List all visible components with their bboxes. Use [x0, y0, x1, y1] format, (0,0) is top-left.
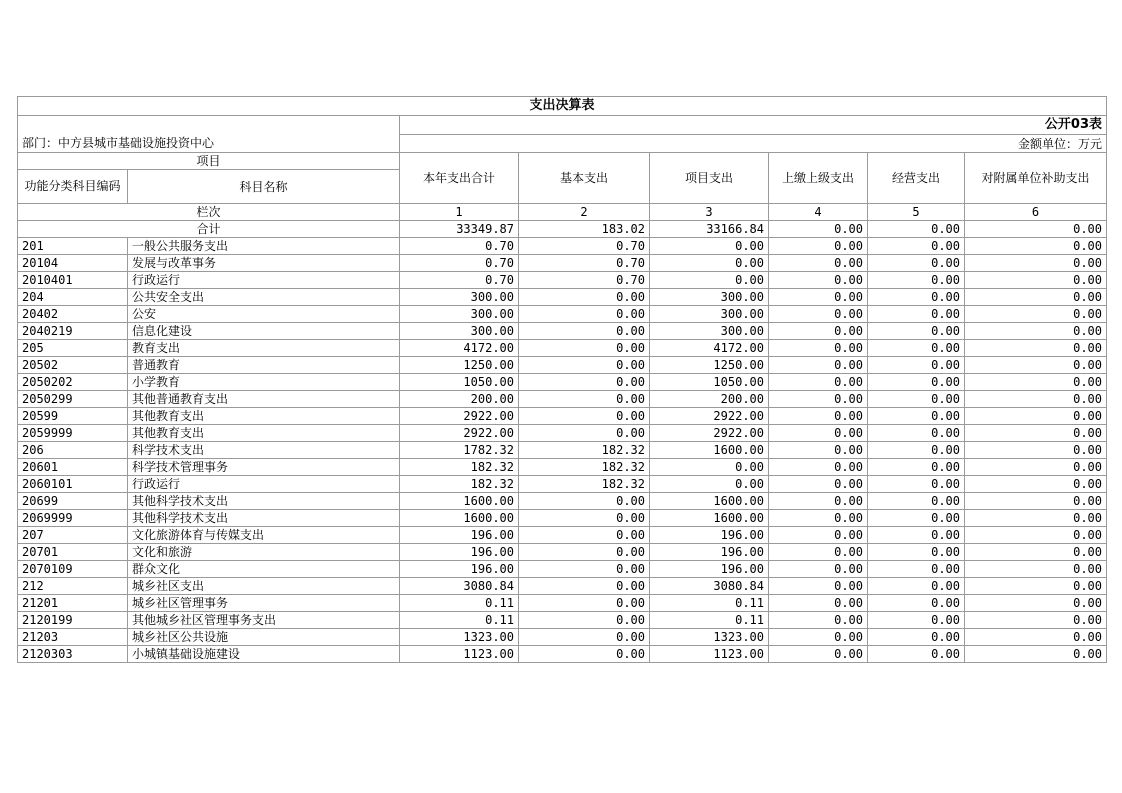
department-label: 部门：中方县城市基础设施投资中心	[18, 135, 400, 153]
amount-cell: 0.00	[519, 544, 650, 561]
subject-code-cell: 20701	[18, 544, 128, 561]
table-row	[18, 255, 1107, 272]
subject-code-cell: 20599	[18, 408, 128, 425]
col-subsidy-header: 对附属单位补助支出	[965, 153, 1107, 204]
amount-cell: 0.00	[965, 408, 1107, 425]
amount-cell: 0.00	[650, 459, 769, 476]
amount-cell: 1050.00	[400, 374, 519, 391]
amount-cell: 1600.00	[650, 442, 769, 459]
table-row	[18, 408, 1107, 425]
amount-cell: 0.00	[965, 578, 1107, 595]
amount-cell: 0.00	[519, 289, 650, 306]
subject-name-cell: 行政运行	[128, 272, 400, 289]
amount-cell: 0.00	[965, 391, 1107, 408]
col-project-header: 项目支出	[650, 153, 769, 204]
amount-cell: 0.00	[965, 612, 1107, 629]
amount-cell: 3080.84	[400, 578, 519, 595]
amount-cell: 0.00	[868, 289, 965, 306]
col-total-header: 本年支出合计	[400, 153, 519, 204]
amount-cell: 0.00	[519, 578, 650, 595]
table-row	[18, 391, 1107, 408]
amount-cell: 0.00	[868, 646, 965, 663]
amount-cell: 1250.00	[400, 357, 519, 374]
subject-code-cell: 21201	[18, 595, 128, 612]
subject-name-cell: 其他教育支出	[128, 425, 400, 442]
amount-cell: 196.00	[650, 544, 769, 561]
table-row	[18, 272, 1107, 289]
subject-code-cell: 2060101	[18, 476, 128, 493]
amount-cell: 1782.32	[400, 442, 519, 459]
amount-cell: 0.00	[965, 493, 1107, 510]
table-row	[18, 561, 1107, 578]
amount-cell: 0.00	[868, 374, 965, 391]
col-num: 4	[769, 204, 868, 221]
subject-name-cell: 城乡社区支出	[128, 578, 400, 595]
table-row	[18, 306, 1107, 323]
amount-cell: 0.00	[519, 595, 650, 612]
table-row	[18, 612, 1107, 629]
table-row	[18, 459, 1107, 476]
subject-name-cell: 其他教育支出	[128, 408, 400, 425]
amount-cell: 196.00	[650, 561, 769, 578]
amount-cell: 182.32	[400, 459, 519, 476]
amount-cell: 0.00	[868, 561, 965, 578]
amount-cell: 0.00	[519, 527, 650, 544]
table-row	[18, 340, 1107, 357]
amount-cell: 0.00	[769, 476, 868, 493]
col-name-header: 科目名称	[128, 170, 400, 204]
amount-cell: 0.00	[769, 408, 868, 425]
amount-cell: 1600.00	[650, 493, 769, 510]
amount-cell: 0.00	[965, 289, 1107, 306]
amount-cell: 182.32	[519, 459, 650, 476]
amount-cell: 0.00	[519, 391, 650, 408]
subject-name-cell: 文化旅游体育与传媒支出	[128, 527, 400, 544]
subject-code-cell: 2069999	[18, 510, 128, 527]
subject-name-cell: 其他科学技术支出	[128, 510, 400, 527]
amount-cell: 0.11	[650, 595, 769, 612]
col-num: 1	[400, 204, 519, 221]
amount-cell: 0.00	[769, 612, 868, 629]
amount-cell: 0.00	[868, 391, 965, 408]
table-row	[18, 357, 1107, 374]
subject-name-cell: 其他普通教育支出	[128, 391, 400, 408]
amount-cell: 1600.00	[400, 493, 519, 510]
amount-cell: 300.00	[650, 306, 769, 323]
table-row	[18, 374, 1107, 391]
amount-cell: 0.00	[965, 340, 1107, 357]
amount-cell: 2922.00	[400, 408, 519, 425]
amount-cell: 0.00	[769, 374, 868, 391]
amount-cell: 4172.00	[400, 340, 519, 357]
subject-code-cell: 20104	[18, 255, 128, 272]
amount-cell: 0.00	[965, 544, 1107, 561]
amount-cell: 0.00	[769, 272, 868, 289]
amount-cell: 0.00	[519, 357, 650, 374]
amount-cell: 0.00	[769, 323, 868, 340]
amount-cell: 0.00	[519, 425, 650, 442]
amount-cell: 300.00	[400, 306, 519, 323]
amount-cell: 0.00	[769, 357, 868, 374]
amount-cell: 0.00	[650, 476, 769, 493]
amount-cell: 0.00	[868, 527, 965, 544]
subject-code-cell: 2050299	[18, 391, 128, 408]
report-title: 支出决算表	[18, 97, 1107, 116]
subject-name-cell: 小学教育	[128, 374, 400, 391]
amount-cell: 3080.84	[650, 578, 769, 595]
amount-cell: 0.70	[519, 272, 650, 289]
amount-cell: 0.00	[769, 340, 868, 357]
amount-cell: 0.00	[965, 425, 1107, 442]
subject-code-cell: 2059999	[18, 425, 128, 442]
amount-cell: 0.00	[769, 646, 868, 663]
amount-cell: 196.00	[650, 527, 769, 544]
amount-cell: 1123.00	[650, 646, 769, 663]
amount-cell: 200.00	[650, 391, 769, 408]
amount-cell: 300.00	[400, 323, 519, 340]
col-business-header: 经营支出	[868, 153, 965, 204]
amount-cell: 200.00	[400, 391, 519, 408]
amount-cell: 0.00	[519, 493, 650, 510]
col-num: 6	[965, 204, 1107, 221]
amount-cell: 0.00	[650, 272, 769, 289]
col-code-header: 功能分类科目编码	[18, 170, 128, 204]
subject-name-cell: 公共安全支出	[128, 289, 400, 306]
amount-cell: 0.11	[650, 612, 769, 629]
amount-cell: 196.00	[400, 561, 519, 578]
col-num: 5	[868, 204, 965, 221]
item-group-header: 项目	[18, 153, 400, 170]
amount-cell: 4172.00	[650, 340, 769, 357]
amount-cell: 0.00	[965, 629, 1107, 646]
unit-label: 金额单位：万元	[400, 135, 1107, 153]
amount-cell: 1600.00	[650, 510, 769, 527]
amount-cell: 0.00	[868, 340, 965, 357]
subject-code-cell: 21203	[18, 629, 128, 646]
amount-cell: 0.00	[868, 493, 965, 510]
subject-code-cell: 20699	[18, 493, 128, 510]
subject-code-cell: 206	[18, 442, 128, 459]
table-row	[18, 442, 1107, 459]
amount-cell: 0.00	[965, 255, 1107, 272]
amount-cell: 0.70	[519, 255, 650, 272]
total-value: 33166.84	[650, 221, 769, 238]
amount-cell: 0.00	[769, 561, 868, 578]
amount-cell: 0.00	[769, 629, 868, 646]
amount-cell: 0.00	[769, 306, 868, 323]
subject-name-cell: 发展与改革事务	[128, 255, 400, 272]
total-value: 33349.87	[400, 221, 519, 238]
amount-cell: 0.00	[965, 374, 1107, 391]
amount-cell: 1123.00	[400, 646, 519, 663]
amount-cell: 196.00	[400, 527, 519, 544]
subject-name-cell: 普通教育	[128, 357, 400, 374]
table-row	[18, 544, 1107, 561]
expenditure-report	[17, 96, 1106, 663]
amount-cell: 0.00	[965, 476, 1107, 493]
total-value: 0.00	[868, 221, 965, 238]
amount-cell: 300.00	[400, 289, 519, 306]
amount-cell: 0.00	[868, 578, 965, 595]
col-upper-header: 上缴上级支出	[769, 153, 868, 204]
subject-code-cell: 205	[18, 340, 128, 357]
amount-cell: 182.32	[519, 476, 650, 493]
table-row	[18, 323, 1107, 340]
subject-code-cell: 212	[18, 578, 128, 595]
amount-cell: 0.00	[965, 323, 1107, 340]
amount-cell: 0.00	[868, 476, 965, 493]
expenditure-table	[17, 96, 1107, 663]
amount-cell: 0.00	[519, 408, 650, 425]
amount-cell: 0.00	[769, 255, 868, 272]
table-row	[18, 629, 1107, 646]
subject-name-cell: 城乡社区管理事务	[128, 595, 400, 612]
amount-cell: 0.00	[965, 595, 1107, 612]
form-code: 公开03表	[400, 116, 1107, 135]
amount-cell: 0.00	[769, 493, 868, 510]
amount-cell: 0.00	[519, 323, 650, 340]
amount-cell: 0.11	[400, 595, 519, 612]
amount-cell: 0.00	[519, 340, 650, 357]
subject-name-cell: 小城镇基础设施建设	[128, 646, 400, 663]
amount-cell: 0.00	[868, 425, 965, 442]
amount-cell: 0.70	[519, 238, 650, 255]
amount-cell: 0.00	[965, 561, 1107, 578]
amount-cell: 0.00	[965, 357, 1107, 374]
subject-name-cell: 文化和旅游	[128, 544, 400, 561]
amount-cell: 196.00	[400, 544, 519, 561]
amount-cell: 0.00	[769, 391, 868, 408]
subject-code-cell: 2050202	[18, 374, 128, 391]
subject-name-cell: 群众文化	[128, 561, 400, 578]
subject-name-cell: 科学技术支出	[128, 442, 400, 459]
subject-code-cell: 2010401	[18, 272, 128, 289]
subject-code-cell: 201	[18, 238, 128, 255]
amount-cell: 0.00	[868, 459, 965, 476]
amount-cell: 0.00	[519, 612, 650, 629]
amount-cell: 0.00	[965, 442, 1107, 459]
subject-code-cell: 20601	[18, 459, 128, 476]
amount-cell: 0.00	[868, 255, 965, 272]
amount-cell: 1050.00	[650, 374, 769, 391]
subject-name-cell: 信息化建设	[128, 323, 400, 340]
col-num: 3	[650, 204, 769, 221]
total-value: 0.00	[769, 221, 868, 238]
amount-cell: 0.00	[965, 238, 1107, 255]
amount-cell: 0.00	[769, 442, 868, 459]
amount-cell: 0.00	[965, 527, 1107, 544]
table-row	[18, 578, 1107, 595]
amount-cell: 0.00	[868, 442, 965, 459]
subject-code-cell: 20502	[18, 357, 128, 374]
amount-cell: 300.00	[650, 323, 769, 340]
amount-cell: 0.00	[769, 527, 868, 544]
subject-name-cell: 教育支出	[128, 340, 400, 357]
amount-cell: 182.32	[400, 476, 519, 493]
amount-cell: 1250.00	[650, 357, 769, 374]
amount-cell: 0.00	[868, 238, 965, 255]
amount-cell: 0.70	[400, 255, 519, 272]
amount-cell: 0.00	[519, 629, 650, 646]
amount-cell: 0.00	[769, 510, 868, 527]
subject-code-cell: 2040219	[18, 323, 128, 340]
subject-name-cell: 行政运行	[128, 476, 400, 493]
subject-name-cell: 公安	[128, 306, 400, 323]
amount-cell: 0.00	[965, 459, 1107, 476]
amount-cell: 0.00	[519, 510, 650, 527]
subject-code-cell: 2120199	[18, 612, 128, 629]
table-row	[18, 238, 1107, 255]
table-row	[18, 595, 1107, 612]
amount-cell: 0.00	[965, 510, 1107, 527]
amount-cell: 2922.00	[650, 408, 769, 425]
amount-cell: 0.00	[769, 459, 868, 476]
amount-cell: 1323.00	[400, 629, 519, 646]
amount-cell: 0.00	[965, 272, 1107, 289]
table-row	[18, 425, 1107, 442]
amount-cell: 0.70	[400, 272, 519, 289]
col-basic-header: 基本支出	[519, 153, 650, 204]
amount-cell: 0.70	[400, 238, 519, 255]
amount-cell: 0.11	[400, 612, 519, 629]
amount-cell: 0.00	[650, 238, 769, 255]
amount-cell: 0.00	[650, 255, 769, 272]
table-row	[18, 646, 1107, 663]
total-value: 183.02	[519, 221, 650, 238]
amount-cell: 182.32	[519, 442, 650, 459]
amount-cell: 2922.00	[400, 425, 519, 442]
subject-code-cell: 207	[18, 527, 128, 544]
amount-cell: 0.00	[868, 408, 965, 425]
amount-cell: 0.00	[519, 306, 650, 323]
amount-cell: 0.00	[519, 374, 650, 391]
amount-cell: 0.00	[868, 357, 965, 374]
amount-cell: 0.00	[965, 306, 1107, 323]
amount-cell: 300.00	[650, 289, 769, 306]
amount-cell: 0.00	[519, 561, 650, 578]
subject-name-cell: 其他科学技术支出	[128, 493, 400, 510]
table-row	[18, 289, 1107, 306]
amount-cell: 0.00	[769, 544, 868, 561]
total-value: 0.00	[965, 221, 1107, 238]
amount-cell: 0.00	[868, 306, 965, 323]
amount-cell: 0.00	[769, 289, 868, 306]
amount-cell: 0.00	[769, 595, 868, 612]
table-row	[18, 510, 1107, 527]
row-label: 栏次	[18, 204, 400, 221]
amount-cell: 0.00	[769, 238, 868, 255]
subject-code-cell: 2070109	[18, 561, 128, 578]
amount-cell: 0.00	[868, 629, 965, 646]
subject-name-cell: 城乡社区公共设施	[128, 629, 400, 646]
amount-cell: 0.00	[868, 544, 965, 561]
amount-cell: 0.00	[868, 612, 965, 629]
col-num: 2	[519, 204, 650, 221]
subject-code-cell: 2120303	[18, 646, 128, 663]
subject-name-cell: 一般公共服务支出	[128, 238, 400, 255]
amount-cell: 0.00	[769, 578, 868, 595]
amount-cell: 0.00	[965, 646, 1107, 663]
amount-cell: 0.00	[868, 595, 965, 612]
amount-cell: 0.00	[769, 425, 868, 442]
amount-cell: 0.00	[868, 272, 965, 289]
amount-cell: 2922.00	[650, 425, 769, 442]
total-label: 合计	[18, 221, 400, 238]
amount-cell: 1323.00	[650, 629, 769, 646]
amount-cell: 0.00	[519, 646, 650, 663]
subject-code-cell: 204	[18, 289, 128, 306]
table-row	[18, 493, 1107, 510]
amount-cell: 0.00	[868, 510, 965, 527]
subject-code-cell: 20402	[18, 306, 128, 323]
subject-name-cell: 其他城乡社区管理事务支出	[128, 612, 400, 629]
amount-cell: 0.00	[868, 323, 965, 340]
table-row	[18, 476, 1107, 493]
amount-cell: 1600.00	[400, 510, 519, 527]
subject-name-cell: 科学技术管理事务	[128, 459, 400, 476]
table-row	[18, 527, 1107, 544]
